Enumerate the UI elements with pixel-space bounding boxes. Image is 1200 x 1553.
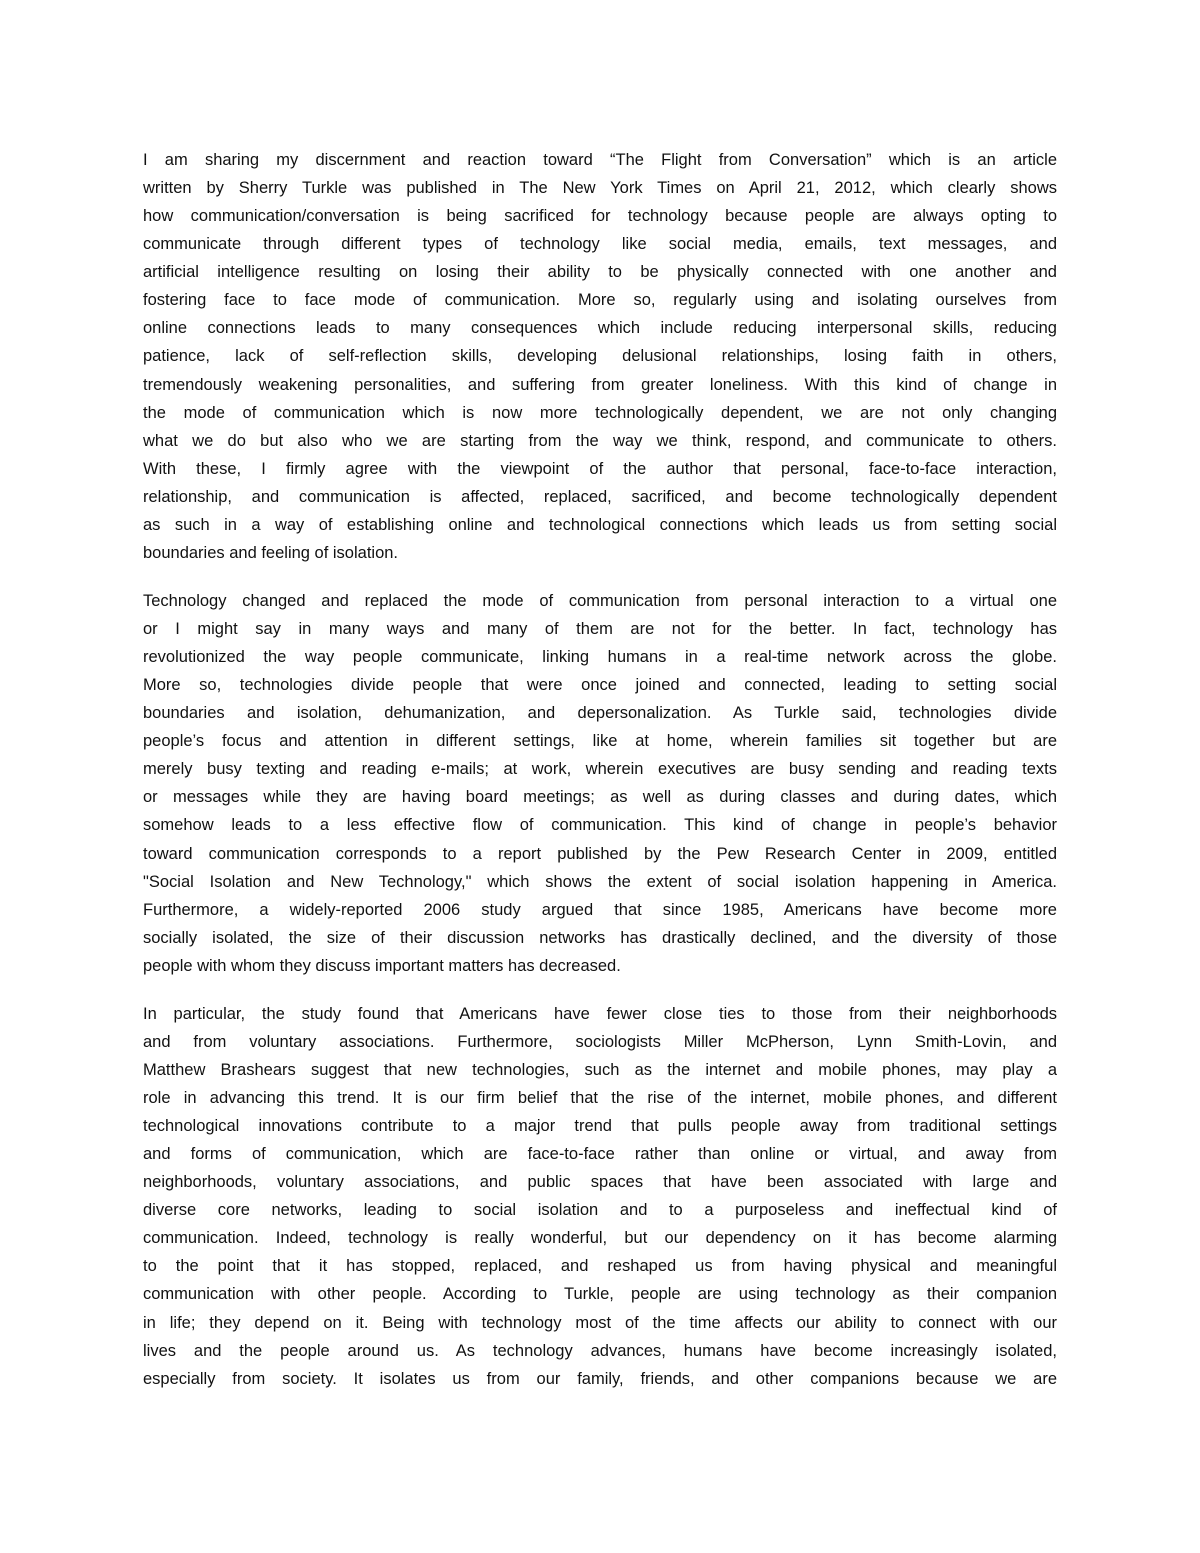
text-line: role in advancing this trend. It is our firm belief that the rise of the internet, mobile phones, and different	[143, 1089, 1057, 1107]
text-line: In particular, the study found that Americans have fewer close ties to those from their neighborhoods	[143, 1004, 1057, 1023]
text-line: what we do but also who we are starting from the way we think, respond, and communicate to others.	[143, 431, 1057, 450]
text-line: and from voluntary associations. Furthermore, sociologists Miller McPherson, Lynn Smith-Lovin, and	[143, 1032, 1057, 1051]
text-line: More so, technologies divide people that were once joined and connected, leading to setting social	[143, 676, 1057, 695]
text-line: communication with other people. According to Turkle, people are using technology as their companion	[143, 1285, 1057, 1304]
text-line: relationship, and communication is affected, replaced, sacrificed, and become technologically dependent	[143, 487, 1057, 506]
text-line: artificial intelligence resulting on losing their ability to be physically connected with one another and	[143, 263, 1057, 282]
paragraph	[143, 1000, 1057, 1393]
text-line: or messages while they are having board meetings; as well as during classes and during dates, which	[143, 788, 1057, 807]
text-line: and forms of communication, which are face-to-face rather than online or virtual, and away from	[143, 1145, 1057, 1164]
text-line: how communication/conversation is being sacrificed for technology because people are always opting to	[143, 207, 1057, 226]
text-line: the mode of communication which is now more technologically dependent, we are not only changing	[143, 403, 1057, 422]
text-line: to the point that it has stopped, replaced, and reshaped us from having physical and meaningful	[143, 1257, 1057, 1276]
text-line: especially from society. It isolates us from our family, friends, and other companions because we are	[143, 1369, 1057, 1388]
text-line: communicate through different types of technology like social media, emails, text messages, and	[143, 235, 1057, 254]
paragraph	[143, 146, 1057, 567]
text-line: Matthew Brashears suggest that new technologies, such as the internet and mobile phones, may play a	[143, 1060, 1057, 1079]
text-line: patience, lack of self-reflection skills, developing delusional relationships, losing faith in others,	[143, 347, 1057, 366]
text-line: neighborhoods, voluntary associations, and public spaces that have been associated with large and	[143, 1173, 1057, 1192]
text-line: tremendously weakening personalities, and suffering from greater loneliness. With this kind of change in	[143, 375, 1057, 394]
text-line: Furthermore, a widely-reported 2006 study argued that since 1985, Americans have become more	[143, 900, 1057, 919]
text-line: boundaries and feeling of isolation.	[143, 543, 399, 562]
paragraph	[143, 587, 1057, 980]
text-line: I am sharing my discernment and reaction toward “The Flight from Conversation” which is an article	[143, 151, 1057, 169]
text-line: merely busy texting and reading e-mails; at work, wherein executives are busy sending and reading texts	[143, 760, 1057, 779]
text-line: "Social Isolation and New Technology," which shows the extent of social isolation happening in America.	[143, 872, 1057, 891]
text-line: as such in a way of establishing online and technological connections which leads us from setting social	[143, 515, 1057, 534]
text-line: online connections leads to many consequences which include reducing interpersonal skills, reducing	[143, 319, 1057, 338]
text-line: people with whom they discuss important matters has decreased.	[143, 956, 621, 975]
text-line: somehow leads to a less effective flow of communication. This kind of change in people’s behavior	[143, 816, 1057, 835]
text-line: revolutionized the way people communicate, linking humans in a real-time network across the globe.	[143, 648, 1057, 667]
text-line: toward communication corresponds to a report published by the Pew Research Center in 2009, entitled	[143, 844, 1057, 863]
text-line: fostering face to face mode of communication. More so, regularly using and isolating ourselves from	[143, 291, 1057, 310]
text-line: people’s focus and attention in different settings, like at home, wherein families sit together but are	[143, 732, 1057, 751]
text-line: diverse core networks, leading to social isolation and to a purposeless and ineffectual kind of	[143, 1201, 1057, 1220]
text-line: boundaries and isolation, dehumanization, and depersonalization. As Turkle said, technologies divide	[143, 704, 1057, 723]
text-line: or I might say in many ways and many of them are not for the better. In fact, technology has	[143, 620, 1057, 638]
text-line: technological innovations contribute to a major trend that pulls people away from traditional settings	[143, 1117, 1057, 1136]
text-line: lives and the people around us. As technology advances, humans have become increasingly isolated,	[143, 1341, 1057, 1360]
text-line: socially isolated, the size of their discussion networks has drastically declined, and the diversity of those	[143, 928, 1057, 947]
text-line: With these, I firmly agree with the viewpoint of the author that personal, face-to-face interaction,	[143, 459, 1057, 478]
document-page	[143, 146, 1057, 1413]
text-line: written by Sherry Turkle was published in The New York Times on April 21, 2012, which clearly shows	[143, 179, 1057, 198]
text-line: Technology changed and replaced the mode of communication from personal interaction to a virtual one	[143, 591, 1057, 610]
text-line: communication. Indeed, technology is really wonderful, but our dependency on it has become alarming	[143, 1229, 1057, 1248]
text-line: in life; they depend on it. Being with technology most of the time affects our ability to connect with our	[143, 1313, 1057, 1332]
